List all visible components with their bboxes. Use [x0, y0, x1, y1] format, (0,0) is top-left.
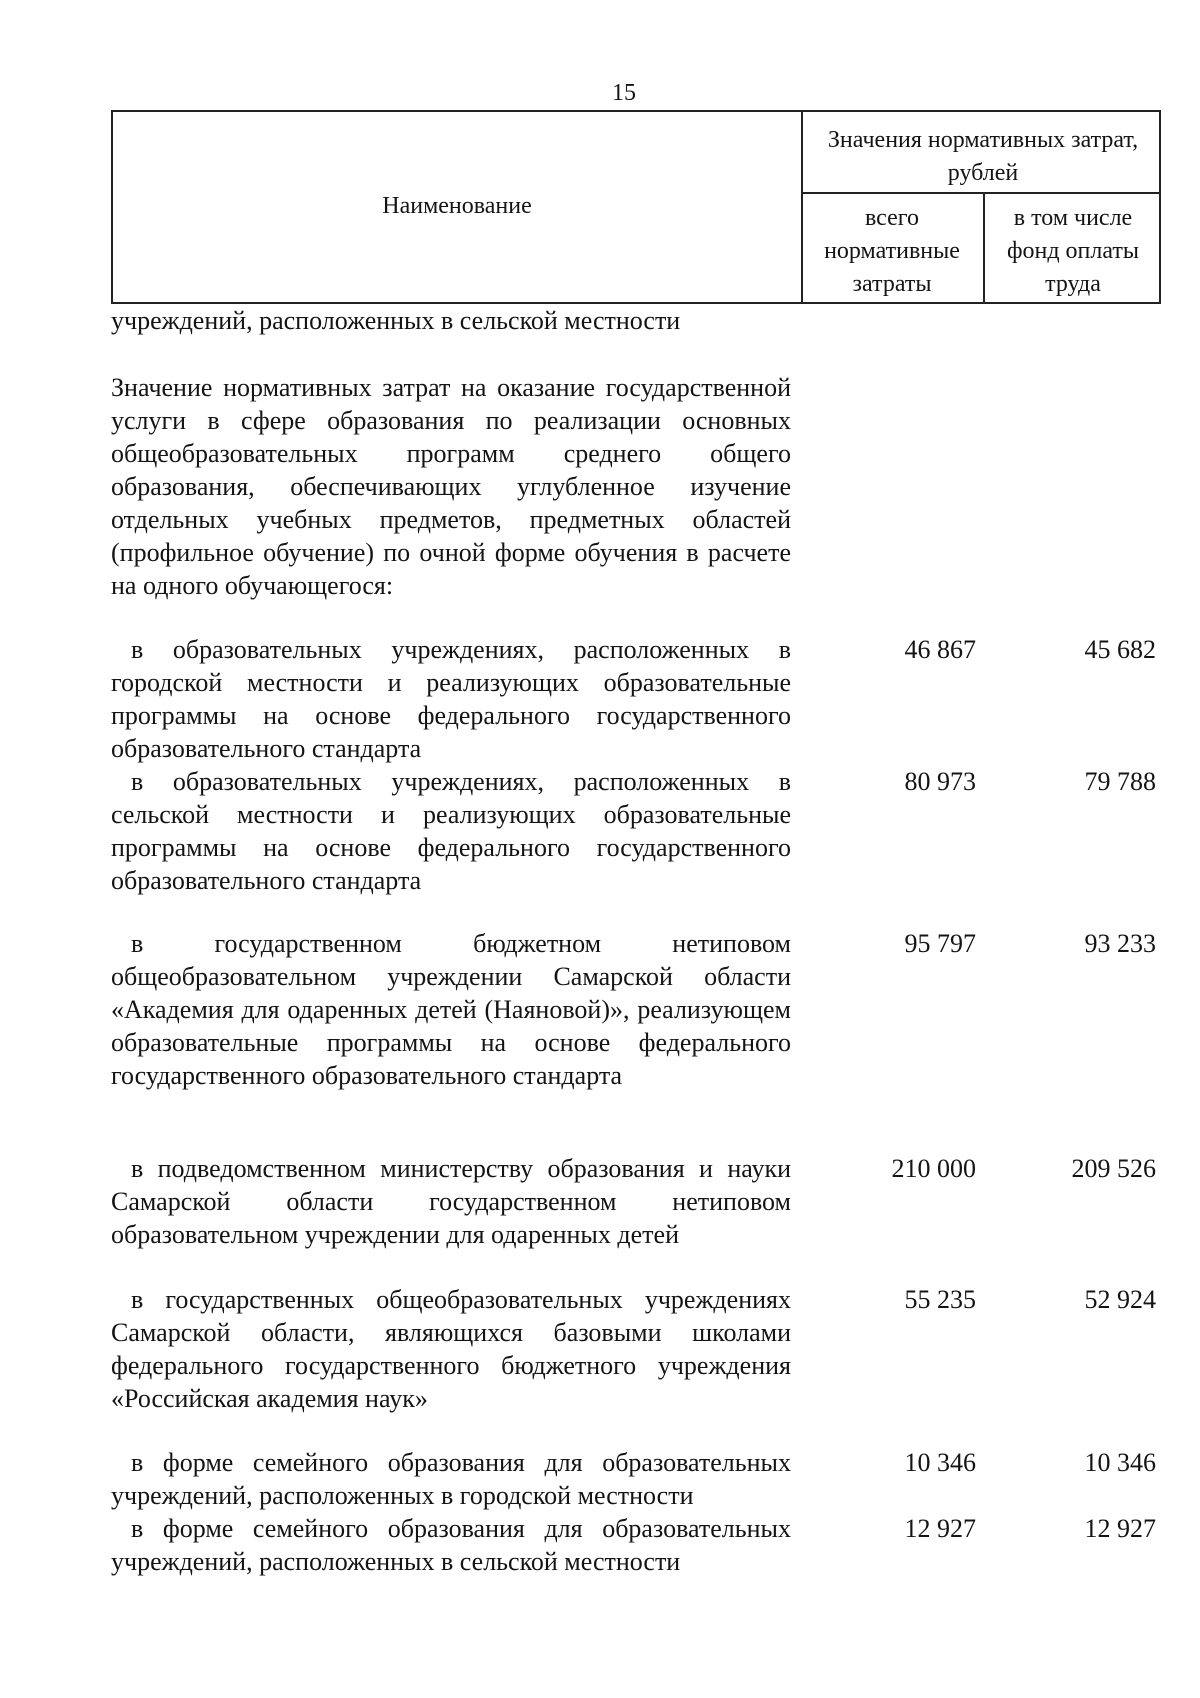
row-name: в форме семейного образования для образовательных учреждений, расположенных в городской местности: [111, 1448, 791, 1510]
row-name: в государственном бюджетном нетиповом общеобразовательном учреждении Самарской области «Академия для одаренных детей (Наяновой)», реализующем образовательные программы на основе федерального государственного образовательного стандарта: [111, 929, 791, 1090]
header-values-group: Значения нормативных затрат, рублей: [827, 127, 1139, 186]
row-wage-fund: 10 346: [1084, 1448, 1156, 1477]
header-wage-column: в том числе фонд оплаты труда: [1006, 205, 1140, 297]
row-name: в подведомственном министерству образования и науки Самарской области государственном нетиповом образовательном учреждении для одаренных детей: [111, 1154, 791, 1249]
page-number: 15: [612, 80, 636, 106]
row-name: в государственных общеобразовательных учреждениях Самарской области, являющихся базовыми школами федерального государственного бюджетного учреждения «Российская академия наук»: [111, 1285, 791, 1413]
continuation-line: учреждений, расположенных в сельской местности: [111, 306, 681, 335]
header-divider-horizontal: [801, 192, 1159, 194]
row-total-cost: 46 867: [904, 635, 976, 664]
row-total-cost: 210 000: [891, 1154, 976, 1183]
row-name: в образовательных учреждениях, расположенных в городской местности и реализующих образовательные программы на основе федерального государственного образовательного стандарта: [111, 635, 791, 763]
header-divider-vertical: [801, 112, 803, 302]
row-total-cost: 12 927: [904, 1514, 976, 1543]
table-header: [111, 110, 1161, 304]
header-total-column: всего нормативные затраты: [824, 205, 960, 297]
row-wage-fund: 93 233: [1084, 929, 1156, 958]
row-wage-fund: 52 924: [1084, 1285, 1156, 1314]
row-name: в форме семейного образования для образовательных учреждений, расположенных в сельской местности: [111, 1514, 791, 1576]
row-wage-fund: 12 927: [1084, 1514, 1156, 1543]
header-divider-vertical: [983, 192, 985, 302]
row-wage-fund: 209 526: [1071, 1154, 1156, 1183]
row-total-cost: 95 797: [904, 929, 976, 958]
row-wage-fund: 79 788: [1084, 767, 1156, 796]
row-total-cost: 55 235: [904, 1285, 976, 1314]
section-intro: Значение нормативных затрат на оказание государственной услуги в сфере образования по реализации основных общеобразовательных программ среднего общего образования, обеспечивающих углубленное изучение отдельных учебных предметов, предметных областей (профильное обучение) по очной форме обучения в расчете на одного обучающегося:: [111, 373, 791, 600]
row-name: в образовательных учреждениях, расположенных в сельской местности и реализующих образовательные программы на основе федерального государственного образовательного стандарта: [111, 767, 791, 895]
row-total-cost: 80 973: [904, 767, 976, 796]
header-name-column: Наименование: [382, 193, 532, 219]
row-wage-fund: 45 682: [1084, 635, 1156, 664]
row-total-cost: 10 346: [904, 1448, 976, 1477]
